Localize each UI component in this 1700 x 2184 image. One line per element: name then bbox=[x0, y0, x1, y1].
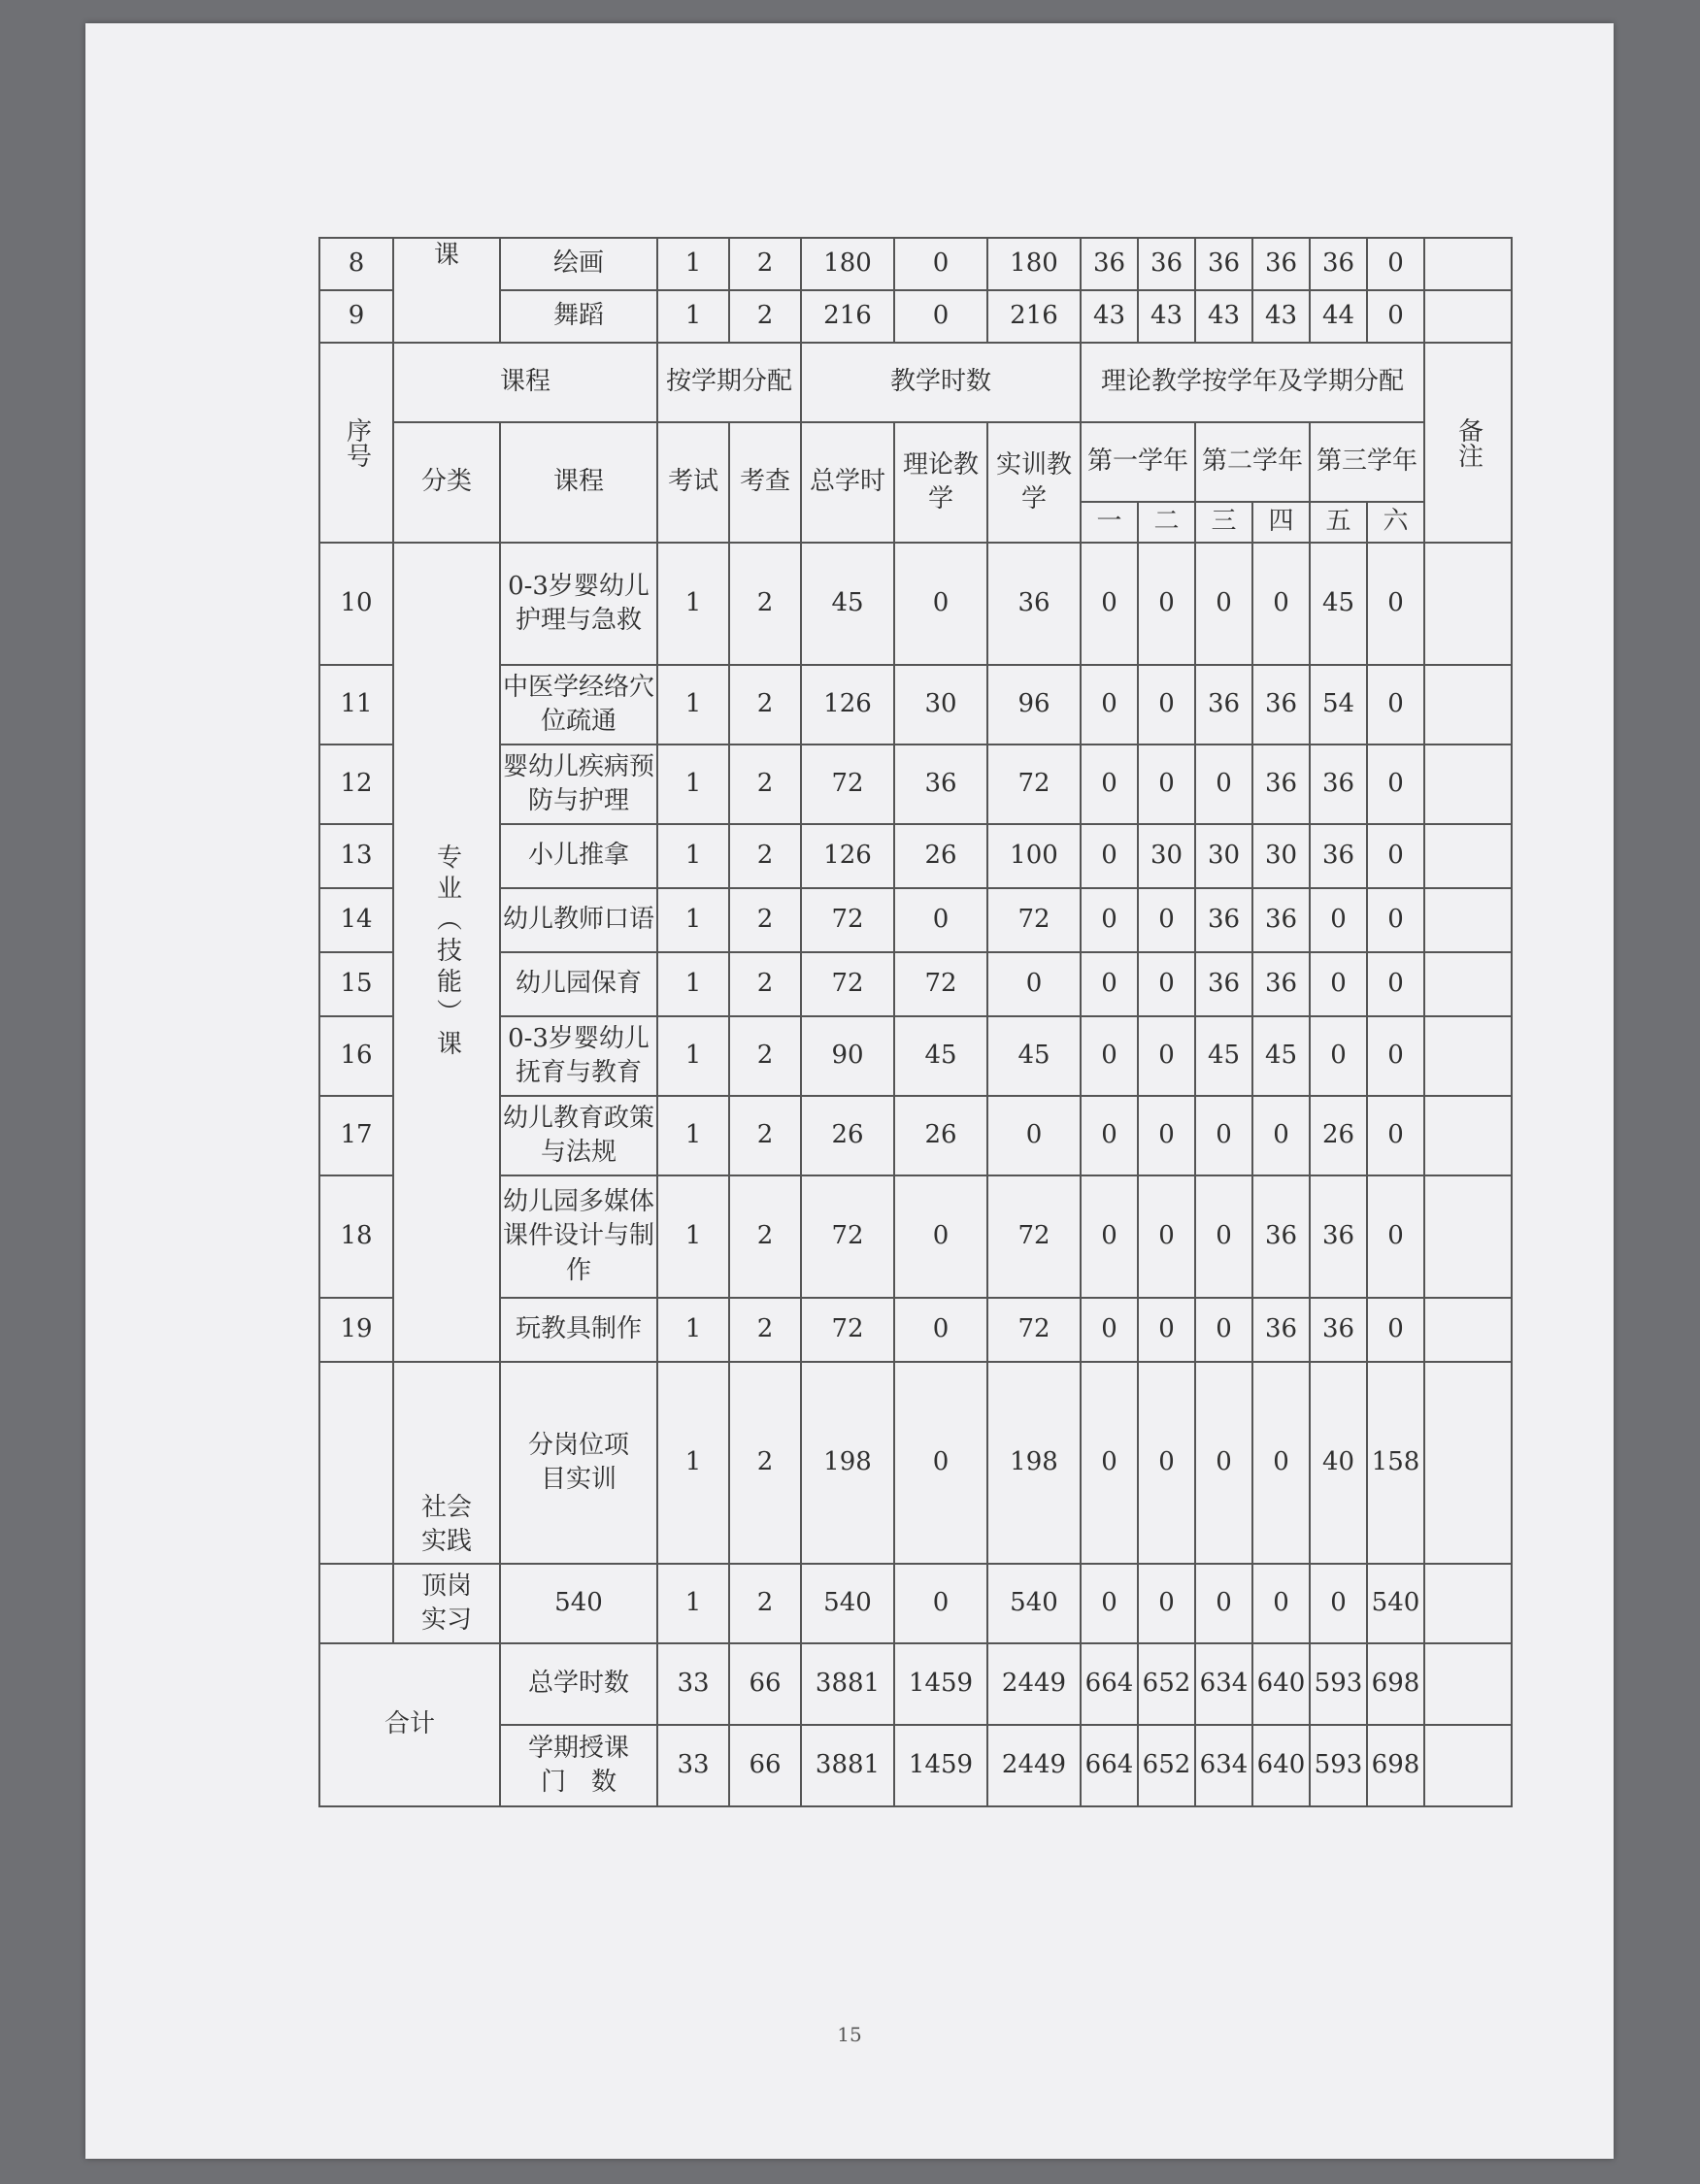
term-hours-cell: 0 bbox=[1081, 1298, 1138, 1362]
term-hours-cell: 158 bbox=[1367, 1362, 1424, 1564]
practice-hours-cell: 198 bbox=[987, 1362, 1081, 1564]
exam-cell: 33 bbox=[657, 1643, 729, 1725]
curriculum-table bbox=[318, 237, 1513, 1807]
term-hours-cell: 0 bbox=[1252, 1362, 1310, 1564]
term-hours-cell: 43 bbox=[1081, 290, 1138, 343]
term-hours-cell: 0 bbox=[1367, 665, 1424, 745]
term-hours-cell: 652 bbox=[1138, 1725, 1195, 1806]
course-name-cell: 幼儿教育政策与法规 bbox=[500, 1096, 657, 1175]
term-hours-cell: 0 bbox=[1310, 1564, 1367, 1643]
theory-hours-cell: 0 bbox=[894, 1362, 987, 1564]
theory-hours-cell: 0 bbox=[894, 543, 987, 665]
header-theory: 理论教学 bbox=[894, 422, 987, 543]
term-hours-cell: 0 bbox=[1367, 952, 1424, 1016]
course-name-cell: 婴幼儿疾病预防与护理 bbox=[500, 745, 657, 824]
total-hours-cell: 72 bbox=[801, 1175, 894, 1298]
term-hours-cell: 0 bbox=[1195, 543, 1252, 665]
term-hours-cell: 36 bbox=[1195, 888, 1252, 952]
check-cell: 2 bbox=[729, 1175, 801, 1298]
header-hours: 教学时数 bbox=[801, 343, 1081, 422]
term-hours-cell: 36 bbox=[1310, 1175, 1367, 1298]
table-row bbox=[319, 1362, 1512, 1564]
check-cell: 66 bbox=[729, 1643, 801, 1725]
term-hours-cell: 0 bbox=[1138, 952, 1195, 1016]
header-distribution: 理论教学按学年及学期分配 bbox=[1081, 343, 1424, 422]
term-hours-cell: 0 bbox=[1138, 1016, 1195, 1096]
practice-hours-cell: 2449 bbox=[987, 1725, 1081, 1806]
remark-cell bbox=[1424, 1643, 1512, 1725]
term-hours-cell: 0 bbox=[1081, 1175, 1138, 1298]
practice-hours-cell: 540 bbox=[987, 1564, 1081, 1643]
theory-hours-cell: 1459 bbox=[894, 1725, 987, 1806]
term-hours-cell: 0 bbox=[1195, 1362, 1252, 1564]
remark-cell bbox=[1424, 1298, 1512, 1362]
term-hours-cell: 640 bbox=[1252, 1725, 1310, 1806]
exam-cell: 1 bbox=[657, 543, 729, 665]
table-row bbox=[319, 1643, 1512, 1725]
term-hours-cell: 0 bbox=[1367, 1298, 1424, 1362]
check-cell: 2 bbox=[729, 1564, 801, 1643]
remark-cell bbox=[1424, 952, 1512, 1016]
term-hours-cell: 0 bbox=[1367, 543, 1424, 665]
check-cell: 2 bbox=[729, 1362, 801, 1564]
table-row bbox=[319, 422, 1512, 502]
category-social-cell: 社会实践 bbox=[393, 1362, 500, 1564]
term-hours-cell: 0 bbox=[1138, 543, 1195, 665]
term-hours-cell: 0 bbox=[1252, 1096, 1310, 1175]
exam-cell: 1 bbox=[657, 665, 729, 745]
term-hours-cell: 36 bbox=[1138, 238, 1195, 290]
remark-cell bbox=[1424, 888, 1512, 952]
term-hours-cell: 36 bbox=[1252, 665, 1310, 745]
header-term: 三 bbox=[1195, 502, 1252, 543]
term-hours-cell: 30 bbox=[1138, 824, 1195, 888]
term-hours-cell: 0 bbox=[1138, 745, 1195, 824]
course-name-cell: 绘画 bbox=[500, 238, 657, 290]
remark-cell bbox=[1424, 745, 1512, 824]
header-year-1: 第一学年 bbox=[1081, 422, 1195, 502]
header-term: 一 bbox=[1081, 502, 1138, 543]
term-hours-cell: 640 bbox=[1252, 1643, 1310, 1725]
total-hours-cell: 126 bbox=[801, 824, 894, 888]
term-hours-cell: 593 bbox=[1310, 1643, 1367, 1725]
check-cell: 2 bbox=[729, 290, 801, 343]
header-year-3: 第三学年 bbox=[1310, 422, 1424, 502]
term-hours-cell: 652 bbox=[1138, 1643, 1195, 1725]
term-hours-cell: 0 bbox=[1138, 1564, 1195, 1643]
term-hours-cell: 634 bbox=[1195, 1725, 1252, 1806]
table-row bbox=[319, 238, 1512, 290]
remark-cell bbox=[1424, 824, 1512, 888]
header-category: 分类 bbox=[393, 422, 500, 543]
seq-cell: 10 bbox=[319, 543, 393, 665]
exam-cell: 1 bbox=[657, 1175, 729, 1298]
term-hours-cell: 0 bbox=[1367, 1175, 1424, 1298]
category-major-cell: 专业（技能）课 bbox=[393, 543, 500, 1362]
check-cell: 2 bbox=[729, 665, 801, 745]
exam-cell: 1 bbox=[657, 1016, 729, 1096]
term-hours-cell: 0 bbox=[1138, 1362, 1195, 1564]
document-page bbox=[85, 23, 1614, 2159]
practice-hours-cell: 180 bbox=[987, 238, 1081, 290]
check-cell: 2 bbox=[729, 952, 801, 1016]
term-hours-cell: 45 bbox=[1195, 1016, 1252, 1096]
term-hours-cell: 0 bbox=[1252, 543, 1310, 665]
term-hours-cell: 0 bbox=[1081, 745, 1138, 824]
term-hours-cell: 36 bbox=[1252, 238, 1310, 290]
course-name-cell: 0-3岁婴幼儿护理与急救 bbox=[500, 543, 657, 665]
term-hours-cell: 0 bbox=[1138, 1175, 1195, 1298]
exam-cell: 1 bbox=[657, 1564, 729, 1643]
course-name-cell: 玩教具制作 bbox=[500, 1298, 657, 1362]
term-hours-cell: 0 bbox=[1367, 1016, 1424, 1096]
page-number: 15 bbox=[837, 2023, 862, 2046]
term-hours-cell: 0 bbox=[1310, 888, 1367, 952]
practice-hours-cell: 36 bbox=[987, 543, 1081, 665]
term-hours-cell: 0 bbox=[1367, 824, 1424, 888]
theory-hours-cell: 1459 bbox=[894, 1643, 987, 1725]
term-hours-cell: 0 bbox=[1138, 665, 1195, 745]
total-name-cell: 学期授课门 数 bbox=[500, 1725, 657, 1806]
term-hours-cell: 26 bbox=[1310, 1096, 1367, 1175]
term-hours-cell: 593 bbox=[1310, 1725, 1367, 1806]
category-intern-cell: 顶岗实习 bbox=[393, 1564, 500, 1643]
practice-hours-cell: 216 bbox=[987, 290, 1081, 343]
table-row bbox=[319, 543, 1512, 665]
term-hours-cell: 36 bbox=[1195, 238, 1252, 290]
exam-cell: 33 bbox=[657, 1725, 729, 1806]
term-hours-cell: 0 bbox=[1195, 1175, 1252, 1298]
seq-cell bbox=[319, 1564, 393, 1643]
term-hours-cell: 0 bbox=[1081, 888, 1138, 952]
total-hours-cell: 180 bbox=[801, 238, 894, 290]
seq-cell: 12 bbox=[319, 745, 393, 824]
total-name-cell: 总学时数 bbox=[500, 1643, 657, 1725]
term-hours-cell: 0 bbox=[1138, 888, 1195, 952]
exam-cell: 1 bbox=[657, 1298, 729, 1362]
remark-cell bbox=[1424, 1096, 1512, 1175]
exam-cell: 1 bbox=[657, 290, 729, 343]
header-remark: 备注 bbox=[1424, 343, 1512, 543]
term-hours-cell: 36 bbox=[1252, 952, 1310, 1016]
exam-cell: 1 bbox=[657, 1362, 729, 1564]
total-hours-cell: 72 bbox=[801, 952, 894, 1016]
term-hours-cell: 0 bbox=[1081, 824, 1138, 888]
term-hours-cell: 44 bbox=[1310, 290, 1367, 343]
remark-cell bbox=[1424, 665, 1512, 745]
practice-hours-cell: 72 bbox=[987, 1298, 1081, 1362]
practice-hours-cell: 0 bbox=[987, 952, 1081, 1016]
check-cell: 2 bbox=[729, 543, 801, 665]
header-term: 四 bbox=[1252, 502, 1310, 543]
term-hours-cell: 43 bbox=[1138, 290, 1195, 343]
term-hours-cell: 0 bbox=[1195, 1564, 1252, 1643]
term-hours-cell: 0 bbox=[1310, 952, 1367, 1016]
term-hours-cell: 36 bbox=[1252, 1298, 1310, 1362]
table-row bbox=[319, 343, 1512, 422]
exam-cell: 1 bbox=[657, 888, 729, 952]
table-row bbox=[319, 1564, 1512, 1643]
total-hours-cell: 72 bbox=[801, 888, 894, 952]
course-name-cell: 幼儿园保育 bbox=[500, 952, 657, 1016]
term-hours-cell: 36 bbox=[1195, 665, 1252, 745]
term-hours-cell: 698 bbox=[1367, 1725, 1424, 1806]
course-name-cell: 小儿推拿 bbox=[500, 824, 657, 888]
term-hours-cell: 36 bbox=[1252, 745, 1310, 824]
term-hours-cell: 0 bbox=[1081, 952, 1138, 1016]
practice-hours-cell: 72 bbox=[987, 745, 1081, 824]
theory-hours-cell: 0 bbox=[894, 888, 987, 952]
check-cell: 2 bbox=[729, 824, 801, 888]
term-hours-cell: 0 bbox=[1367, 888, 1424, 952]
term-hours-cell: 36 bbox=[1310, 824, 1367, 888]
header-term: 二 bbox=[1138, 502, 1195, 543]
check-cell: 2 bbox=[729, 888, 801, 952]
header-course-group: 课程 bbox=[393, 343, 657, 422]
course-name-cell: 分岗位项目实训 bbox=[500, 1362, 657, 1564]
header-practice: 实训教学 bbox=[987, 422, 1081, 543]
course-name-cell: 幼儿园多媒体课件设计与制作 bbox=[500, 1175, 657, 1298]
remark-cell bbox=[1424, 1175, 1512, 1298]
total-label-cell: 合计 bbox=[319, 1643, 500, 1806]
term-hours-cell: 0 bbox=[1081, 1362, 1138, 1564]
check-cell: 2 bbox=[729, 1096, 801, 1175]
term-hours-cell: 43 bbox=[1252, 290, 1310, 343]
term-hours-cell: 40 bbox=[1310, 1362, 1367, 1564]
term-hours-cell: 0 bbox=[1367, 238, 1424, 290]
term-hours-cell: 45 bbox=[1252, 1016, 1310, 1096]
exam-cell: 1 bbox=[657, 952, 729, 1016]
practice-hours-cell: 96 bbox=[987, 665, 1081, 745]
remark-cell bbox=[1424, 238, 1512, 290]
header-exam: 考试 bbox=[657, 422, 729, 543]
total-hours-cell: 126 bbox=[801, 665, 894, 745]
course-name-cell: 540 bbox=[500, 1564, 657, 1643]
term-hours-cell: 664 bbox=[1081, 1643, 1138, 1725]
exam-cell: 1 bbox=[657, 238, 729, 290]
total-hours-cell: 90 bbox=[801, 1016, 894, 1096]
header-term: 六 bbox=[1367, 502, 1424, 543]
term-hours-cell: 36 bbox=[1195, 952, 1252, 1016]
seq-cell: 8 bbox=[319, 238, 393, 290]
term-hours-cell: 0 bbox=[1367, 290, 1424, 343]
seq-cell: 13 bbox=[319, 824, 393, 888]
term-hours-cell: 54 bbox=[1310, 665, 1367, 745]
practice-hours-cell: 72 bbox=[987, 1175, 1081, 1298]
header-total: 总学时 bbox=[801, 422, 894, 543]
exam-cell: 1 bbox=[657, 745, 729, 824]
theory-hours-cell: 0 bbox=[894, 238, 987, 290]
term-hours-cell: 36 bbox=[1310, 1298, 1367, 1362]
check-cell: 66 bbox=[729, 1725, 801, 1806]
total-hours-cell: 72 bbox=[801, 1298, 894, 1362]
header-check: 考查 bbox=[729, 422, 801, 543]
term-hours-cell: 36 bbox=[1081, 238, 1138, 290]
check-cell: 2 bbox=[729, 238, 801, 290]
term-hours-cell: 43 bbox=[1195, 290, 1252, 343]
remark-cell bbox=[1424, 543, 1512, 665]
term-hours-cell: 30 bbox=[1195, 824, 1252, 888]
header-seq: 序号 bbox=[319, 343, 393, 543]
course-name-cell: 舞蹈 bbox=[500, 290, 657, 343]
theory-hours-cell: 0 bbox=[894, 290, 987, 343]
check-cell: 2 bbox=[729, 1016, 801, 1096]
exam-cell: 1 bbox=[657, 1096, 729, 1175]
term-hours-cell: 634 bbox=[1195, 1643, 1252, 1725]
term-hours-cell: 0 bbox=[1081, 1096, 1138, 1175]
category-cell: 课 bbox=[393, 238, 500, 343]
seq-cell: 18 bbox=[319, 1175, 393, 1298]
term-hours-cell: 0 bbox=[1138, 1096, 1195, 1175]
total-hours-cell: 26 bbox=[801, 1096, 894, 1175]
term-hours-cell: 0 bbox=[1195, 1096, 1252, 1175]
term-hours-cell: 0 bbox=[1252, 1564, 1310, 1643]
theory-hours-cell: 36 bbox=[894, 745, 987, 824]
seq-cell bbox=[319, 1362, 393, 1564]
seq-cell: 9 bbox=[319, 290, 393, 343]
course-name-cell: 0-3岁婴幼儿抚育与教育 bbox=[500, 1016, 657, 1096]
term-hours-cell: 698 bbox=[1367, 1643, 1424, 1725]
total-hours-cell: 45 bbox=[801, 543, 894, 665]
remark-cell bbox=[1424, 1016, 1512, 1096]
seq-cell: 11 bbox=[319, 665, 393, 745]
term-hours-cell: 0 bbox=[1195, 745, 1252, 824]
seq-cell: 19 bbox=[319, 1298, 393, 1362]
remark-cell bbox=[1424, 1725, 1512, 1806]
table-body bbox=[319, 238, 1512, 1806]
practice-hours-cell: 0 bbox=[987, 1096, 1081, 1175]
remark-cell bbox=[1424, 1362, 1512, 1564]
header-year-2: 第二学年 bbox=[1195, 422, 1310, 502]
header-term: 五 bbox=[1310, 502, 1367, 543]
remark-cell bbox=[1424, 1564, 1512, 1643]
total-hours-cell: 3881 bbox=[801, 1725, 894, 1806]
theory-hours-cell: 0 bbox=[894, 1564, 987, 1643]
term-hours-cell: 0 bbox=[1195, 1298, 1252, 1362]
term-hours-cell: 30 bbox=[1252, 824, 1310, 888]
term-hours-cell: 36 bbox=[1310, 745, 1367, 824]
term-hours-cell: 0 bbox=[1138, 1298, 1195, 1362]
seq-cell: 17 bbox=[319, 1096, 393, 1175]
term-hours-cell: 0 bbox=[1367, 1096, 1424, 1175]
course-name-cell: 中医学经络穴位疏通 bbox=[500, 665, 657, 745]
term-hours-cell: 45 bbox=[1310, 543, 1367, 665]
practice-hours-cell: 45 bbox=[987, 1016, 1081, 1096]
term-hours-cell: 0 bbox=[1310, 1016, 1367, 1096]
theory-hours-cell: 72 bbox=[894, 952, 987, 1016]
term-hours-cell: 0 bbox=[1081, 1564, 1138, 1643]
seq-cell: 16 bbox=[319, 1016, 393, 1096]
course-name-cell: 幼儿教师口语 bbox=[500, 888, 657, 952]
term-hours-cell: 0 bbox=[1081, 1016, 1138, 1096]
theory-hours-cell: 0 bbox=[894, 1298, 987, 1362]
header-by-term: 按学期分配 bbox=[657, 343, 801, 422]
total-hours-cell: 216 bbox=[801, 290, 894, 343]
total-hours-cell: 72 bbox=[801, 745, 894, 824]
term-hours-cell: 36 bbox=[1252, 1175, 1310, 1298]
seq-cell: 14 bbox=[319, 888, 393, 952]
total-hours-cell: 198 bbox=[801, 1362, 894, 1564]
practice-hours-cell: 100 bbox=[987, 824, 1081, 888]
term-hours-cell: 540 bbox=[1367, 1564, 1424, 1643]
check-cell: 2 bbox=[729, 745, 801, 824]
term-hours-cell: 0 bbox=[1367, 745, 1424, 824]
exam-cell: 1 bbox=[657, 824, 729, 888]
theory-hours-cell: 26 bbox=[894, 824, 987, 888]
practice-hours-cell: 72 bbox=[987, 888, 1081, 952]
remark-cell bbox=[1424, 290, 1512, 343]
term-hours-cell: 0 bbox=[1081, 543, 1138, 665]
term-hours-cell: 664 bbox=[1081, 1725, 1138, 1806]
theory-hours-cell: 26 bbox=[894, 1096, 987, 1175]
practice-hours-cell: 2449 bbox=[987, 1643, 1081, 1725]
theory-hours-cell: 30 bbox=[894, 665, 987, 745]
term-hours-cell: 36 bbox=[1310, 238, 1367, 290]
check-cell: 2 bbox=[729, 1298, 801, 1362]
seq-cell: 15 bbox=[319, 952, 393, 1016]
theory-hours-cell: 45 bbox=[894, 1016, 987, 1096]
term-hours-cell: 36 bbox=[1252, 888, 1310, 952]
theory-hours-cell: 0 bbox=[894, 1175, 987, 1298]
total-hours-cell: 540 bbox=[801, 1564, 894, 1643]
term-hours-cell: 0 bbox=[1081, 665, 1138, 745]
total-hours-cell: 3881 bbox=[801, 1643, 894, 1725]
header-course: 课程 bbox=[500, 422, 657, 543]
